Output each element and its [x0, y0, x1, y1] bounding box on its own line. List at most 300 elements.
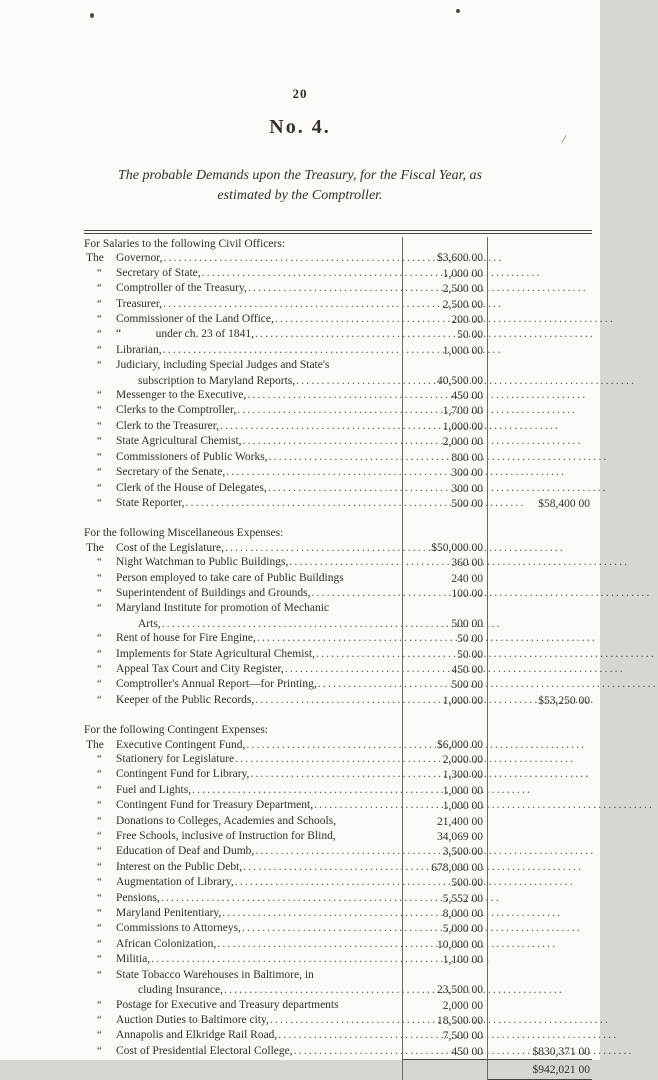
amount-cell — [402, 266, 488, 281]
total-cell — [488, 237, 592, 251]
total-cell — [488, 419, 592, 434]
amount-value: 1,300 00 — [442, 769, 483, 782]
expense-label: Auction Duties to Baltimore city, — [116, 1013, 269, 1026]
amount-value: 8,000 00 — [442, 908, 483, 921]
expense-label: Commissioners of Public Works, — [116, 450, 268, 463]
total-cell — [488, 388, 592, 403]
amount-cell — [402, 481, 488, 496]
dot-leader — [255, 327, 401, 341]
table-row — [84, 662, 592, 677]
total-cell — [488, 601, 592, 631]
total-cell — [488, 450, 592, 465]
amount-cell — [402, 327, 488, 342]
amount-cell — [402, 601, 488, 631]
expense-desc — [84, 937, 402, 952]
table-row — [84, 875, 592, 890]
amount-value: 5,000 00 — [442, 923, 483, 936]
grand-total-value: $942,021 00 — [532, 1063, 590, 1076]
ditto-mark: “ — [97, 663, 102, 675]
total-cell — [488, 968, 592, 998]
dot-leader — [243, 860, 401, 874]
expense-label: Clerks to the Comptroller, — [116, 404, 237, 417]
expense-label: African Colonization, — [116, 937, 217, 950]
total-cell — [488, 952, 592, 967]
dot-leader — [255, 844, 401, 858]
section-heading: For Salaries to the following Civil Officers: — [84, 238, 286, 250]
expense-label-continued: subscription to Maryland Reports, — [138, 374, 296, 387]
amount-cell — [402, 891, 488, 906]
total-cell — [488, 891, 592, 906]
table-row — [84, 601, 592, 631]
expense-line — [86, 358, 402, 373]
amount-cell — [402, 343, 488, 358]
expense-line — [86, 767, 402, 782]
amount-value: 1,000 00 — [442, 420, 483, 433]
total-cell — [488, 571, 592, 586]
ditto-mark: “ — [97, 923, 102, 935]
amount-value: 10,000 00 — [437, 938, 483, 951]
amount-cell — [402, 511, 488, 526]
expense-line-2 — [86, 374, 402, 388]
dot-leader — [314, 798, 401, 812]
total-cell — [488, 403, 592, 418]
amount-cell — [402, 767, 488, 782]
expense-label: Free Schools, inclusive of Instruction for Blind, — [116, 830, 336, 843]
expense-line — [86, 844, 402, 859]
ditto-mark: “ — [97, 800, 102, 812]
dot-leader — [248, 281, 401, 295]
table-row — [84, 481, 592, 496]
expense-line — [86, 693, 402, 708]
expense-desc — [84, 327, 402, 342]
section-total: $53,250 00 — [538, 694, 590, 707]
total-cell — [488, 251, 592, 265]
ditto-mark: “ — [97, 329, 102, 341]
table-row — [84, 783, 592, 798]
total-cell — [488, 738, 592, 752]
expense-line — [86, 631, 402, 646]
amount-value: 1,000 00 — [442, 267, 483, 280]
dot-leader — [192, 783, 401, 797]
amount-value: 678,000 00 — [431, 861, 483, 874]
expense-desc — [84, 266, 402, 281]
total-cell — [488, 327, 592, 342]
expense-desc — [84, 555, 402, 570]
expense-desc — [84, 829, 402, 844]
expense-label: Maryland Institute for promotion of Mechanic — [116, 602, 330, 615]
dot-leader — [246, 738, 401, 752]
amount-value: 2,000 00 — [442, 999, 483, 1012]
amount-cell — [402, 312, 488, 327]
expense-label: Annapolis and Elkridge Rail Road, — [116, 1029, 278, 1042]
amount-value: 2,000 00 — [442, 436, 483, 449]
dot-leader — [285, 662, 401, 676]
amount-cell — [402, 738, 488, 752]
amount-cell — [402, 403, 488, 418]
expense-label: Person employed to take care of Public Buildings — [116, 571, 344, 584]
total-cell — [488, 798, 592, 813]
table-row — [84, 312, 592, 327]
expense-label: Secretary of State, — [116, 266, 201, 279]
amount-cell — [402, 1044, 488, 1059]
amount-value: 500 00 — [451, 877, 483, 890]
dot-leader — [294, 1044, 401, 1058]
ditto-mark: “ — [97, 1014, 102, 1026]
expense-label: Night Watchman to Public Buildings, — [116, 556, 289, 569]
table-row — [84, 343, 592, 358]
table-row — [84, 281, 592, 296]
expense-line — [86, 814, 402, 829]
table-row — [84, 465, 592, 480]
table-body — [84, 237, 592, 1059]
amount-value: 5,552 00 — [442, 892, 483, 905]
total-cell — [488, 586, 592, 601]
grand-total-cell — [488, 1059, 592, 1080]
amount-value: $6,000 00 — [437, 738, 483, 751]
amount-cell — [402, 358, 488, 388]
amount-value: 40,500 00 — [437, 374, 483, 387]
dot-leader — [220, 419, 401, 433]
amount-value: 23,500 00 — [437, 984, 483, 997]
ditto-mark: “ — [97, 694, 102, 706]
expense-label: Governor, — [116, 252, 163, 265]
total-cell — [488, 631, 592, 646]
expense-label: Interest on the Public Debt, — [116, 860, 243, 873]
expense-label: Secretary of the Senate, — [116, 466, 226, 479]
total-cell — [488, 693, 592, 708]
amount-value: 1,000 00 — [442, 694, 483, 707]
amount-cell — [402, 906, 488, 921]
table-row — [84, 358, 592, 388]
expense-label: State Tobacco Warehouses in Baltimore, in — [116, 968, 314, 981]
expense-line — [86, 952, 402, 967]
ditto-mark: “ — [97, 360, 102, 372]
dot-leader — [237, 403, 401, 417]
amount-value: 500 00 — [451, 497, 483, 510]
total-cell — [488, 677, 592, 692]
expense-line — [86, 450, 402, 465]
amount-value: 450 00 — [451, 390, 483, 403]
amount-value: $50,000 00 — [431, 541, 483, 554]
expense-line — [86, 647, 402, 662]
expense-line — [86, 677, 402, 692]
amount-cell — [402, 814, 488, 829]
total-cell — [488, 343, 592, 358]
table-row — [84, 631, 592, 646]
amount-cell — [402, 783, 488, 798]
expense-desc — [84, 968, 402, 998]
dot-leader — [226, 465, 401, 479]
expense-label: State Reporter, — [116, 496, 185, 509]
ditto-mark: “ — [97, 892, 102, 904]
amount-value: 360 00 — [451, 557, 483, 570]
dot-leader — [250, 767, 401, 781]
amount-value: 240 00 — [451, 572, 483, 585]
expense-line — [86, 601, 402, 616]
dot-leader — [161, 891, 401, 905]
amount-value: 450 00 — [451, 663, 483, 676]
amount-value: 450 00 — [451, 1045, 483, 1058]
scan-speck — [90, 13, 94, 18]
ditto-mark: “ — [97, 482, 102, 494]
amount-value: 18,500 00 — [437, 1014, 483, 1027]
amount-cell — [402, 571, 488, 586]
dot-leader — [202, 266, 401, 280]
expense-label-continued: cluding Insurance, — [138, 984, 223, 997]
table-row — [84, 541, 592, 555]
expense-line — [86, 266, 402, 281]
amount-value: 2,000 00 — [442, 754, 483, 766]
expense-label: Librarian, — [116, 343, 162, 356]
table-row — [84, 586, 592, 601]
ditto-mark: “ — [97, 267, 102, 279]
total-cell — [488, 555, 592, 570]
amount-value: 500 00 — [451, 679, 483, 692]
dot-leader — [151, 952, 401, 966]
dot-leader — [242, 921, 401, 935]
amount-cell — [402, 496, 488, 511]
table-row — [84, 555, 592, 570]
amount-cell — [402, 281, 488, 296]
table-row — [84, 403, 592, 418]
expense-label: Clerk to the Treasurer, — [116, 419, 220, 432]
expense-line — [86, 571, 402, 586]
amount-cell — [402, 829, 488, 844]
table-row — [84, 767, 592, 782]
expense-line — [86, 829, 402, 844]
expense-label: Cost of Presidential Electoral College, — [116, 1044, 293, 1057]
expense-line — [86, 798, 402, 813]
table-row — [84, 297, 592, 312]
amount-value: 200 00 — [451, 314, 483, 327]
amount-value: 300 00 — [451, 467, 483, 480]
expense-desc — [84, 358, 402, 388]
expense-label: Fuel and Lights, — [116, 783, 192, 796]
amount-cell — [402, 844, 488, 859]
expense-desc — [84, 541, 402, 555]
table-row — [84, 327, 592, 342]
expense-label: Maryland Penitentiary, — [116, 907, 222, 920]
section-heading-row — [84, 723, 592, 737]
subtitle-line-1: The probable Demands upon the Treasury, for the Fiscal Year, as — [117, 168, 482, 183]
dot-leader — [162, 617, 401, 631]
expense-line — [86, 1044, 402, 1059]
ditto-mark: “ — [97, 831, 102, 843]
total-cell — [488, 297, 592, 312]
expense-desc — [84, 343, 402, 358]
dot-leader — [275, 312, 401, 326]
amount-cell — [402, 860, 488, 875]
expense-desc — [84, 921, 402, 936]
table-row — [84, 1013, 592, 1028]
total-cell — [488, 647, 592, 662]
expense-desc — [84, 662, 402, 677]
amount-cell — [402, 586, 488, 601]
expense-line — [86, 541, 402, 555]
total-cell — [488, 844, 592, 859]
amount-cell — [402, 297, 488, 312]
total-cell — [488, 783, 592, 798]
ditto-mark: “ — [97, 451, 102, 463]
ditto-mark: “ — [97, 861, 102, 873]
expense-label: Clerk of the House of Delegates, — [116, 481, 267, 494]
amount-cell — [402, 752, 488, 767]
amount-value: 7,500 00 — [442, 1030, 483, 1043]
expense-line — [86, 327, 402, 342]
expense-line — [86, 752, 402, 767]
ditto-mark: “ — [97, 405, 102, 417]
section-heading: For the following Contingent Expenses: — [84, 724, 268, 737]
table-row — [84, 968, 592, 998]
total-cell — [488, 723, 592, 737]
table-row — [84, 496, 592, 511]
amount-cell — [402, 723, 488, 737]
section-heading: For the following Miscellaneous Expenses: — [84, 527, 284, 540]
table-top-double-rule — [84, 230, 592, 234]
expense-desc — [84, 844, 402, 859]
table-row — [84, 1044, 592, 1059]
table-row — [84, 738, 592, 752]
ditto-mark: “ — [97, 1045, 102, 1057]
expense-desc — [84, 798, 402, 813]
expense-label: Treasurer, — [116, 297, 163, 310]
ditto-mark: “ — [97, 436, 102, 448]
total-cell — [488, 829, 592, 844]
dot-leader — [257, 631, 401, 645]
amount-value: 50 00 — [457, 633, 483, 646]
amount-cell — [402, 237, 488, 251]
row-prefix: The — [86, 738, 104, 751]
ditto-mark: “ — [97, 648, 102, 660]
section-total: $58,400 00 — [538, 497, 590, 510]
total-cell — [488, 526, 592, 540]
expense-label: Implements for State Agricultural Chemist, — [116, 647, 315, 660]
expense-desc — [84, 297, 402, 312]
amount-cell — [402, 450, 488, 465]
dot-leader — [270, 1013, 401, 1027]
dot-leader — [225, 541, 401, 555]
total-cell — [488, 511, 592, 526]
expense-label: Augmentation of Library, — [116, 876, 234, 889]
ditto-mark: “ — [97, 467, 102, 479]
total-cell — [488, 1028, 592, 1043]
expense-line — [86, 403, 402, 418]
total-cell — [488, 906, 592, 921]
amount-value: 50 00 — [457, 648, 483, 661]
expense-line-2 — [86, 617, 402, 631]
expense-line — [86, 937, 402, 952]
demands-table — [84, 230, 592, 1080]
expense-line — [86, 465, 402, 480]
expense-line — [86, 875, 402, 890]
table-row — [84, 1028, 592, 1043]
expense-line — [86, 906, 402, 921]
ditto-mark: “ — [97, 969, 102, 981]
ditto-mark: “ — [97, 283, 102, 295]
expense-line — [86, 586, 402, 601]
section-total: $830,371 00 — [532, 1045, 590, 1058]
expense-line — [86, 419, 402, 434]
expense-line — [86, 481, 402, 496]
amount-cell — [402, 526, 488, 540]
ditto-mark: “ — [97, 344, 102, 356]
expense-line — [86, 921, 402, 936]
amount-cell — [402, 388, 488, 403]
expense-desc — [84, 998, 402, 1013]
total-cell — [488, 662, 592, 677]
amount-value: 2,500 00 — [442, 283, 483, 296]
document-title: No. 4. — [269, 116, 331, 138]
expense-label: Executive Contingent Fund, — [116, 738, 246, 751]
ditto-mark: “ — [97, 572, 102, 584]
expense-label: Messenger to the Executive, — [116, 389, 247, 402]
amount-value: 1,000 00 — [442, 800, 483, 813]
expense-desc — [84, 571, 402, 586]
table-row — [84, 860, 592, 875]
ditto-mark: “ — [97, 314, 102, 326]
expense-label: Militia, — [116, 953, 151, 966]
expense-desc — [84, 1013, 402, 1028]
dot-leader — [243, 434, 401, 448]
ditto-mark: “ — [97, 784, 102, 796]
ditto-mark: “ — [97, 769, 102, 781]
amount-cell — [402, 631, 488, 646]
amount-value: 34,069 00 — [437, 831, 483, 844]
amount-value: 21,400 00 — [437, 815, 483, 828]
total-cell — [488, 1013, 592, 1028]
table-row — [84, 677, 592, 692]
expense-line — [86, 860, 402, 875]
amount-value: 1,000 00 — [442, 344, 483, 357]
expense-line — [86, 343, 402, 358]
ditto-mark: “ — [97, 633, 102, 645]
scan-speck — [456, 9, 460, 13]
expense-line — [86, 312, 402, 327]
expense-label: Contingent Fund for Library, — [116, 768, 250, 781]
stray-mark: / — [562, 132, 566, 146]
total-cell — [488, 496, 592, 511]
expense-label: Contingent Fund for Treasury Department, — [116, 799, 314, 812]
expense-desc — [84, 312, 402, 327]
expense-line-2 — [86, 983, 402, 997]
expense-desc — [84, 434, 402, 449]
expense-label: Cost of the Legislature, — [116, 541, 224, 554]
amount-cell — [402, 798, 488, 813]
expense-desc — [84, 251, 402, 265]
dot-leader — [296, 374, 401, 388]
grand-total-amount-cell — [402, 1059, 488, 1080]
spacer-cell — [84, 511, 402, 526]
expense-desc — [84, 465, 402, 480]
grand-total-spacer — [84, 1059, 402, 1080]
section-spacer — [84, 511, 592, 526]
expense-desc — [84, 814, 402, 829]
expense-line — [86, 251, 402, 265]
amount-value: 1,700 00 — [442, 405, 483, 418]
page-number: 20 — [292, 86, 308, 101]
table-row — [84, 937, 592, 952]
section-heading-row — [84, 526, 592, 540]
expense-desc — [84, 586, 402, 601]
ditto-mark: “ — [97, 557, 102, 569]
expense-desc — [84, 783, 402, 798]
table-row — [84, 906, 592, 921]
total-cell — [488, 434, 592, 449]
amount-value: 1,000 00 — [442, 784, 483, 797]
total-cell — [488, 708, 592, 723]
amount-value: 2,500 00 — [442, 298, 483, 311]
ditto-mark: “ — [97, 954, 102, 966]
